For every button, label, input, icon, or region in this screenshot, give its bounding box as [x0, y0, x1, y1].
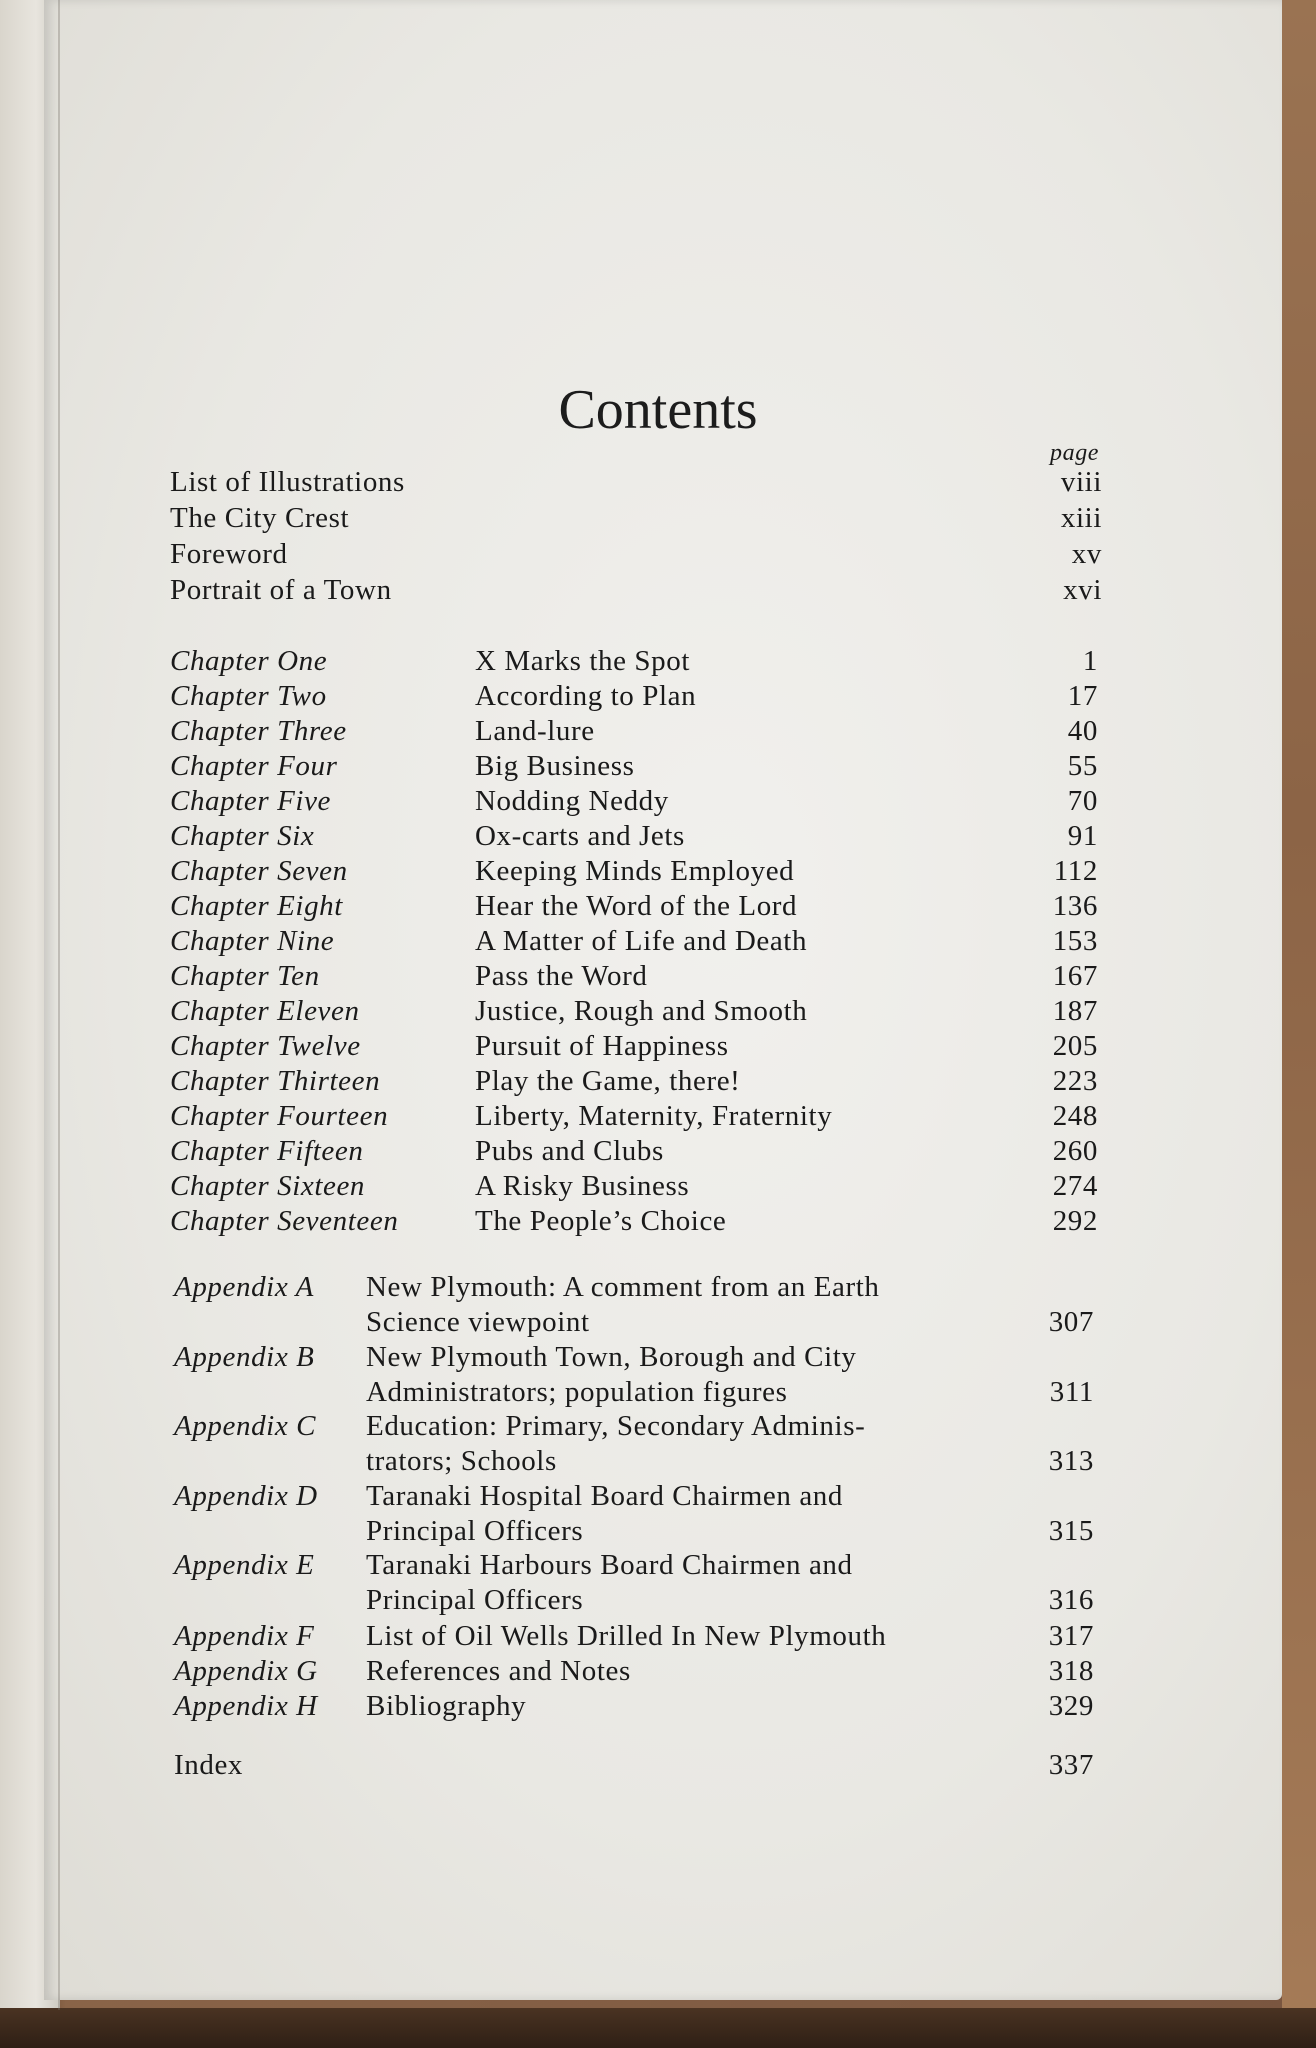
appendix-title-line2: Principal Officers	[366, 1515, 584, 1547]
appendix-label: Appendix H	[174, 1690, 318, 1722]
chapter-title: Justice, Rough and Smooth	[475, 995, 808, 1027]
chapter-title: Land-lure	[475, 715, 595, 747]
appendix-title-line2: trators; Schools	[366, 1445, 557, 1477]
chapter-page: 17	[1067, 680, 1098, 712]
chapter-title: Pubs and Clubs	[475, 1135, 664, 1167]
chapter-label: Chapter Ten	[170, 960, 320, 992]
chapter-page: 70	[1067, 785, 1098, 817]
chapter-title: Ox-carts and Jets	[475, 820, 685, 852]
table-surface-bottom	[0, 2008, 1316, 2048]
chapter-label: Chapter Nine	[170, 925, 335, 957]
front-matter-page: viii	[1060, 466, 1102, 498]
appendix-label: Appendix D	[174, 1480, 318, 1512]
chapter-page: 112	[1053, 855, 1098, 887]
appendix-page: 315	[1048, 1515, 1094, 1547]
chapter-label: Chapter Eleven	[170, 995, 360, 1027]
chapter-title: The People’s Choice	[475, 1205, 727, 1237]
chapter-page: 91	[1067, 820, 1098, 852]
chapter-title: Play the Game, there!	[475, 1065, 741, 1097]
contents-title: Contents	[558, 379, 758, 441]
chapter-label: Chapter Sixteen	[170, 1170, 366, 1202]
chapter-page: 274	[1052, 1170, 1098, 1202]
appendix-title-line1: References and Notes	[366, 1655, 631, 1687]
front-matter-title: Foreword	[170, 538, 288, 570]
appendix-label: Appendix B	[174, 1341, 315, 1373]
appendix-label: Appendix C	[174, 1410, 317, 1442]
chapter-title: Pursuit of Happiness	[475, 1030, 729, 1062]
chapter-title: According to Plan	[475, 680, 697, 712]
chapter-label: Chapter Three	[170, 715, 347, 747]
chapter-label: Chapter Five	[170, 785, 332, 817]
appendix-title-line1: New Plymouth: A comment from an Earth	[366, 1271, 880, 1303]
front-matter-title: List of Illustrations	[170, 466, 405, 498]
appendix-page: 311	[1049, 1376, 1094, 1408]
appendix-page: 318	[1048, 1655, 1094, 1687]
appendix-title-line1: Education: Primary, Secondary Adminis-	[366, 1410, 866, 1442]
chapter-label: Chapter Four	[170, 750, 338, 782]
chapter-title: Nodding Neddy	[475, 785, 669, 817]
chapter-page: 223	[1052, 1065, 1098, 1097]
appendix-title-line2: Science viewpoint	[366, 1306, 590, 1338]
chapter-page: 260	[1052, 1135, 1098, 1167]
appendix-label: Appendix G	[174, 1655, 318, 1687]
chapter-label: Chapter Seventeen	[170, 1205, 399, 1237]
chapter-title: Big Business	[475, 750, 635, 782]
chapter-title: A Risky Business	[475, 1170, 690, 1202]
chapter-page: 167	[1052, 960, 1098, 992]
chapter-title: Hear the Word of the Lord	[475, 890, 798, 922]
front-matter-title: Portrait of a Town	[170, 574, 392, 606]
chapter-page: 55	[1067, 750, 1098, 782]
front-matter-page: xvi	[1063, 574, 1102, 606]
appendix-title-line1: List of Oil Wells Drilled In New Plymouth	[366, 1620, 887, 1652]
chapter-title: A Matter of Life and Death	[475, 925, 808, 957]
appendix-title-line1: New Plymouth Town, Borough and City	[366, 1341, 857, 1373]
appendix-title-line2: Principal Officers	[366, 1584, 584, 1616]
chapter-page: 40	[1067, 715, 1098, 747]
chapter-title: Pass the Word	[475, 960, 648, 992]
chapter-title: X Marks the Spot	[475, 645, 691, 677]
chapter-page: 153	[1052, 925, 1098, 957]
page-column-header: page	[1050, 440, 1100, 466]
appendix-page: 329	[1048, 1690, 1094, 1722]
chapter-page: 205	[1052, 1030, 1098, 1062]
front-matter-title: The City Crest	[170, 502, 350, 534]
chapter-label: Chapter Two	[170, 680, 327, 712]
appendix-page: 316	[1048, 1584, 1094, 1616]
front-matter-page: xiii	[1060, 502, 1102, 534]
chapter-page: 292	[1052, 1205, 1098, 1237]
chapter-page: 248	[1052, 1100, 1098, 1132]
chapter-label: Chapter Seven	[170, 855, 348, 887]
appendix-title-line1: Bibliography	[366, 1690, 527, 1722]
chapter-title: Liberty, Maternity, Fraternity	[475, 1100, 833, 1132]
appendix-title-line1: Taranaki Hospital Board Chairmen and	[366, 1480, 843, 1512]
appendix-title-line1: Taranaki Harbours Board Chairmen and	[366, 1549, 853, 1581]
index-page: 337	[1048, 1749, 1094, 1781]
appendix-page: 313	[1048, 1445, 1094, 1477]
front-matter-page: xv	[1071, 538, 1102, 570]
chapter-page: 187	[1052, 995, 1098, 1027]
chapter-page: 136	[1052, 890, 1098, 922]
book-spine-line	[58, 0, 60, 2010]
appendix-label: Appendix A	[174, 1271, 314, 1303]
appendix-page: 317	[1048, 1620, 1094, 1652]
chapter-label: Chapter Fourteen	[170, 1100, 389, 1132]
chapter-title: Keeping Minds Employed	[475, 855, 795, 887]
chapter-label: Chapter Six	[170, 820, 315, 852]
appendix-label: Appendix E	[174, 1549, 315, 1581]
table-surface-right	[1282, 0, 1316, 2048]
chapter-page: 1	[1082, 645, 1098, 677]
appendix-title-line2: Administrators; population figures	[366, 1376, 788, 1408]
chapter-label: Chapter Eight	[170, 890, 343, 922]
appendix-page: 307	[1048, 1306, 1094, 1338]
chapter-label: Chapter One	[170, 645, 328, 677]
index-title: Index	[174, 1749, 244, 1781]
appendix-label: Appendix F	[174, 1620, 315, 1652]
chapter-label: Chapter Fifteen	[170, 1135, 364, 1167]
chapter-label: Chapter Twelve	[170, 1030, 361, 1062]
chapter-label: Chapter Thirteen	[170, 1065, 381, 1097]
